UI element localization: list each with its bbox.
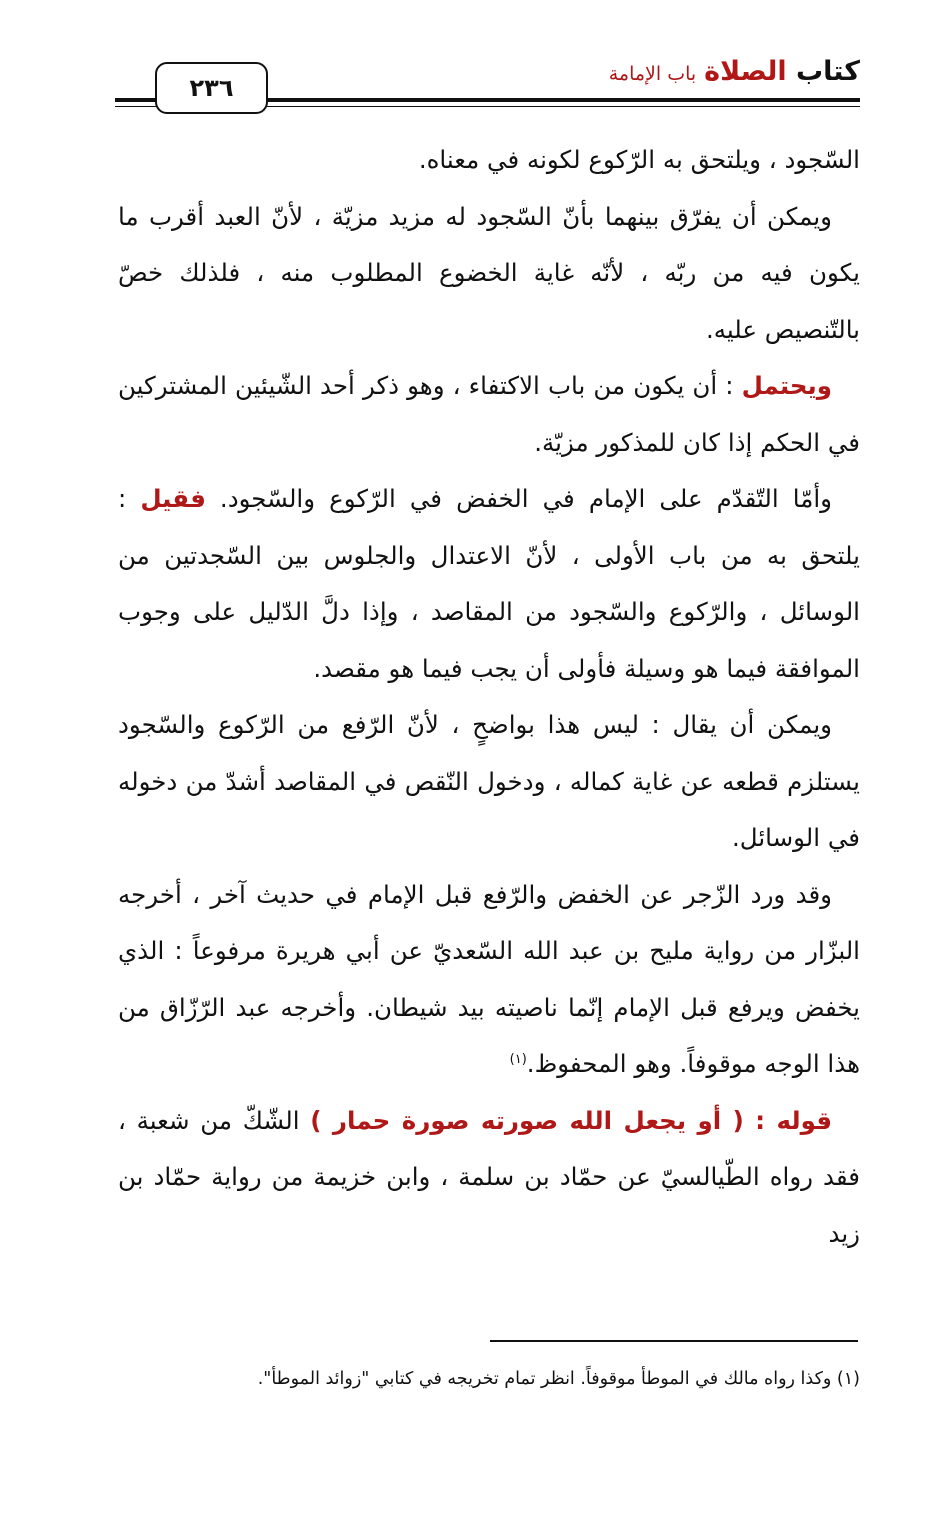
text-run: الشّكّ من شعبة ، فقد رواه الطّيالسيّ عن حمّاد بن سلمة ، وابن خزيمة من رواية حمّاد بن زيد [118, 1105, 860, 1248]
keyword: ويحتمل [741, 371, 832, 400]
paragraph [118, 189, 860, 359]
keyword: فقيل [140, 484, 206, 513]
page-number: ٢٣٦ [155, 62, 268, 114]
footnote: (١) وكذا رواه مالك في الموطأ موقوفاً. انظر تمام تخريجه في كتابي "زوائد الموطأ". [257, 1369, 860, 1389]
paragraph [118, 697, 860, 867]
book-title-accent: الصلاة [704, 56, 787, 87]
main-text [118, 132, 860, 1262]
paragraph [118, 1093, 860, 1263]
footnote-marker: (١) [509, 1051, 527, 1067]
text-run: ويمكن أن يفرّق بينهما بأنّ السّجود له مزيد مزيّة ، لأنّ العبد أقرب ما يكون فيه من ربّه ، لأنّه غاية الخضوع المطلوب منه ، فلذلك خصّ بالتّنصيص عليه. [118, 201, 860, 344]
book-title-prefix: كتاب [786, 56, 860, 87]
footnote-rule [490, 1340, 858, 1342]
running-head [609, 56, 860, 87]
paragraph [118, 471, 860, 697]
text-run: ويمكن أن يقال : ليس هذا بواضحٍ ، لأنّ الرّفع من الرّكوع والسّجود يستلزم قطعه عن غاية كماله ، ودخول النّقص في المقاصد أشدّ من دخوله في الوسائل. [118, 710, 860, 852]
paragraph [118, 358, 860, 471]
paragraph [118, 132, 860, 189]
paragraph [118, 867, 860, 1093]
text-run: وأمّا التّقدّم على الإمام في الخفض في الرّكوع والسّجود. [205, 484, 832, 513]
text-run: وقد ورد الزّجر عن الخفض والرّفع قبل الإمام في حديث آخر ، أخرجه البزّار من رواية مليح بن عبد الله السّعديّ عن أبي هريرة مرفوعاً : الذي يخفض ويرفع قبل الإمام إنّما ناصيته بيد شيطان. وأخرجه عبد الرّزّاق من هذا الوجه موقوفاً. وهو المحفوظ. [118, 879, 860, 1078]
book-title [704, 56, 860, 87]
text-run: : أن يكون من باب الاكتفاء ، وهو ذكر أحد الشّيئين المشتركين في الحكم إذا كان للمذكور مزيّة. [118, 371, 860, 457]
text-run: السّجود ، ويلتحق به الرّكوع لكونه في معناه. [418, 145, 860, 174]
hadith-quote: قوله : ( أو يجعل الله صورته صورة حمار ) [310, 1105, 832, 1135]
text-run: : يلتحق به من باب الأولى ، لأنّ الاعتدال والجلوس بين السّجدتين من الوسائل ، والرّكوع والسّجود من المقاصد ، وإذا دلَّ الدّليل على وجوب الموافقة فيما هو وسيلة فأولى أن يجب فيما هو مقصد. [118, 484, 860, 683]
chapter-title: باب الإمامة [608, 63, 697, 85]
